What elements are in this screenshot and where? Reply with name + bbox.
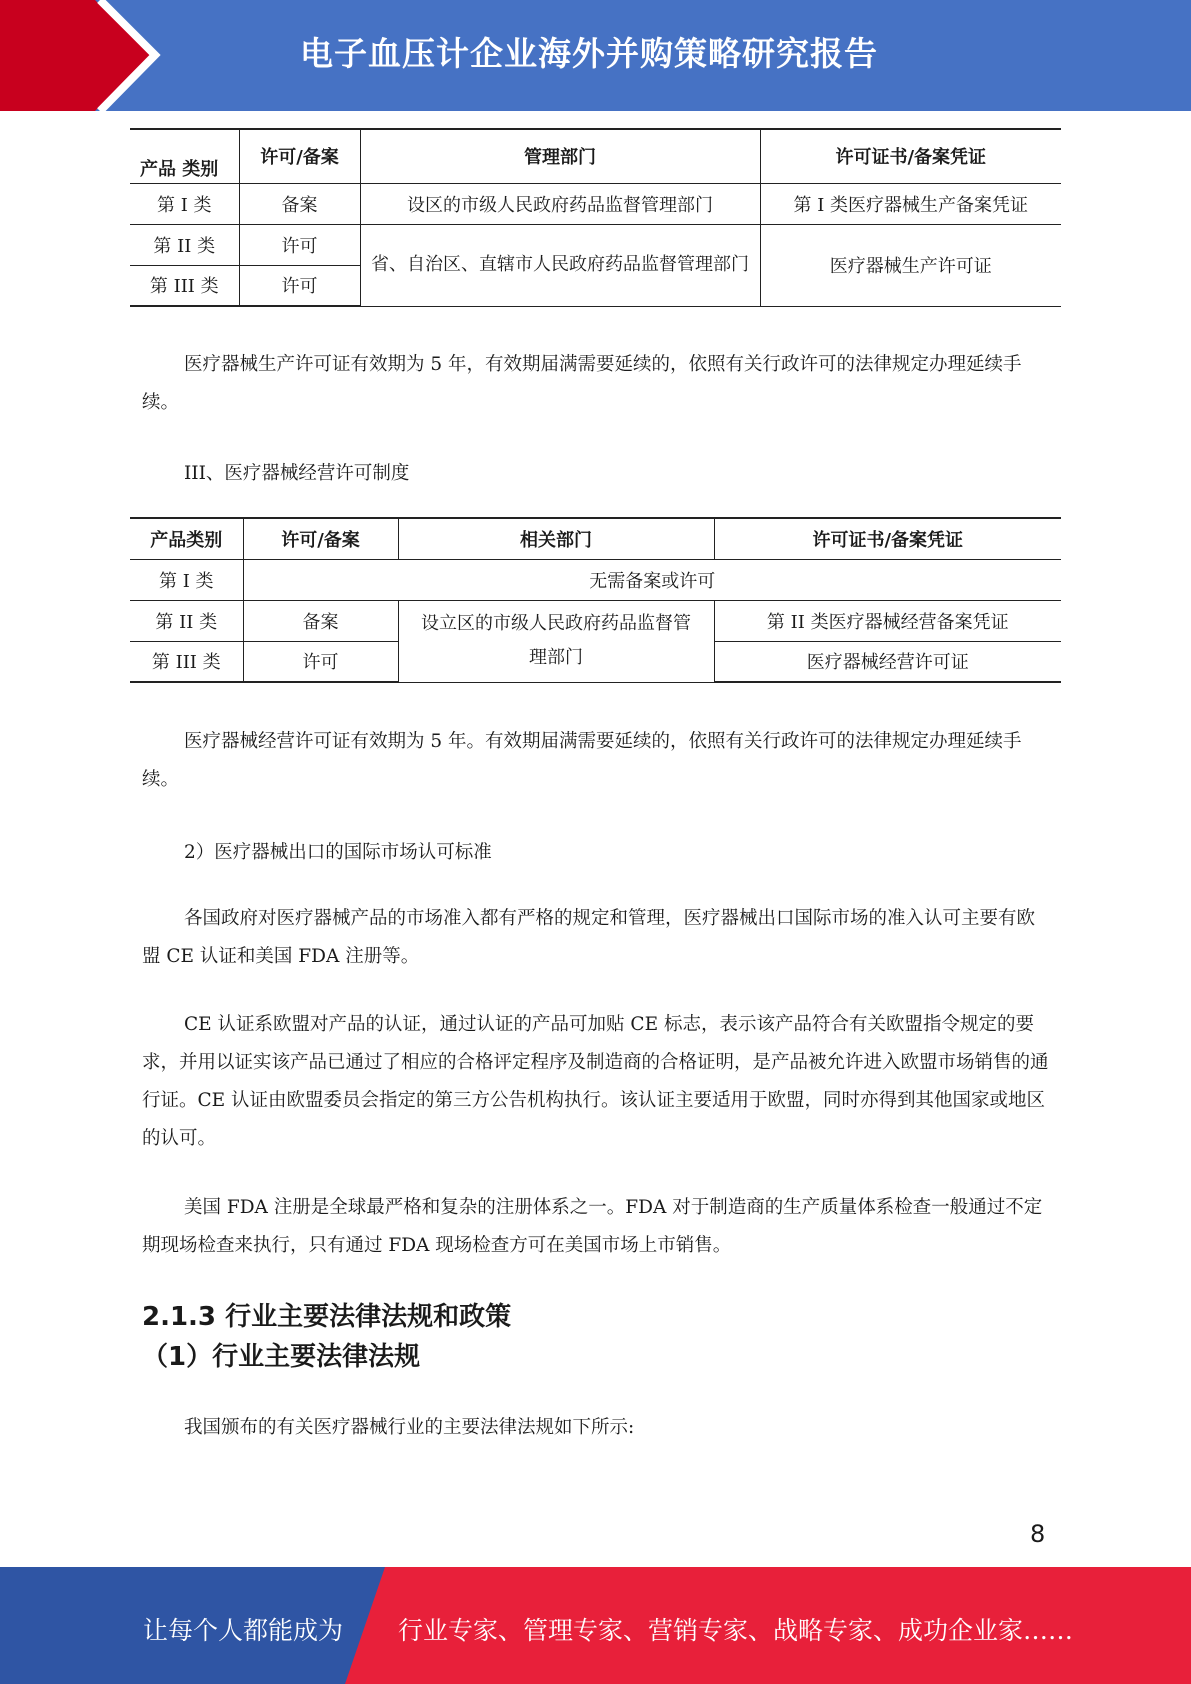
page-number: 8 xyxy=(1030,1520,1046,1548)
table-cell: 第 I 类 xyxy=(130,559,243,600)
table-cell: 第 II 类医疗器械经营备案凭证 xyxy=(714,600,1061,641)
table-header-cell: 管理部门 xyxy=(360,129,760,183)
table-row xyxy=(130,600,1061,641)
header-arrow-graphic xyxy=(0,0,260,111)
table-header-cell: 相关部门 xyxy=(398,518,714,559)
table-header-cell: 许可证书/备案凭证 xyxy=(760,129,1061,183)
table-cell: 第 I 类 xyxy=(130,183,239,224)
distribution-license-table xyxy=(130,517,1061,683)
table-cell: 医疗器械生产许可证 xyxy=(760,224,1061,306)
table-row xyxy=(130,183,1061,224)
page-footer xyxy=(0,1567,1191,1684)
table-cell: 省、自治区、直辖市人民政府药品监督管理部门 xyxy=(360,224,760,306)
paragraph: CE 认证系欧盟对产品的认证，通过认证的产品可加贴 CE 标志，表示该产品符合有关欧盟指令规定的要求，并用以证实该产品已通过了相应的合格评定程序及制造商的合格证明，是产品被允许进入欧盟市场销售的通行证。CE 认证由欧盟委员会指定的第三方公告机构执行。该认证主要适用于欧盟，同时亦得到其他国家或地区的认可。 xyxy=(142,1014,1049,1149)
table-cell: 第 I 类医疗器械生产备案凭证 xyxy=(760,183,1061,224)
table-cell: 备案 xyxy=(239,183,360,224)
header-title: 电子血压计企业海外并购策略研究报告 xyxy=(300,34,878,73)
paragraph: 医疗器械生产许可证有效期为 5 年，有效期届满需要延续的，依照有关行政许可的法律规定办理延续手续。 xyxy=(142,354,1022,413)
table-cell: 设区的市级人民政府药品监督管理部门 xyxy=(360,183,760,224)
table-cell: 许可 xyxy=(239,265,360,306)
paragraph: 美国 FDA 注册是全球最严格和复杂的注册体系之一。FDA 对于制造商的生产质量体系检查一般通过不定期现场检查来执行，只有通过 FDA 现场检查方可在美国市场上市销售。 xyxy=(142,1197,1043,1256)
table-cell: 第 III 类 xyxy=(130,641,243,682)
table-header-cell: 许可/备案 xyxy=(239,129,360,183)
table-cell: 备案 xyxy=(243,600,398,641)
table-header-cell: 产品类别 xyxy=(130,518,243,559)
table-cell: 无需备案或许可 xyxy=(243,559,1061,600)
table-cell: 第 II 类 xyxy=(130,600,243,641)
subheading: 2）医疗器械出口的国际市场认可标准 xyxy=(184,842,492,863)
table-row xyxy=(130,559,1061,600)
paragraph: 医疗器械经营许可证有效期为 5 年。有效期届满需要延续的，依照有关行政许可的法律规定办理延续手续。 xyxy=(142,731,1022,790)
footer-slogan-right: 行业专家、管理专家、营销专家、战略专家、成功企业家…… xyxy=(398,1616,1074,1645)
table-header-cell: 许可证书/备案凭证 xyxy=(714,518,1061,559)
table-header-cell: 产品 类别 xyxy=(130,129,239,183)
table-cell: 医疗器械经营许可证 xyxy=(714,641,1061,682)
paragraph: 各国政府对医疗器械产品的市场准入都有严格的规定和管理，医疗器械出口国际市场的准入认可主要有欧盟 CE 认证和美国 FDA 注册等。 xyxy=(142,908,1036,967)
subheading: III、医疗器械经营许可制度 xyxy=(184,463,410,484)
table-row xyxy=(130,224,1061,265)
table-header-row xyxy=(130,129,1061,183)
subsection-title: （1）行业主要法律法规 xyxy=(142,1342,421,1372)
table-cell: 第 II 类 xyxy=(130,224,239,265)
paragraph: 我国颁布的有关医疗器械行业的主要法律法规如下所示: xyxy=(184,1417,635,1438)
table-cell: 设立区的市级人民政府药品监督管理部门 xyxy=(398,600,714,682)
table-cell: 许可 xyxy=(243,641,398,682)
table-cell: 第 III 类 xyxy=(130,265,239,306)
table-header-row xyxy=(130,518,1061,559)
page-header xyxy=(0,0,1191,111)
production-license-table xyxy=(130,128,1061,307)
table-header-cell: 许可/备案 xyxy=(243,518,398,559)
table-cell: 许可 xyxy=(239,224,360,265)
section-title: 2.1.3 行业主要法律法规和政策 xyxy=(142,1302,512,1332)
footer-slogan-left: 让每个人都能成为 xyxy=(143,1616,344,1645)
